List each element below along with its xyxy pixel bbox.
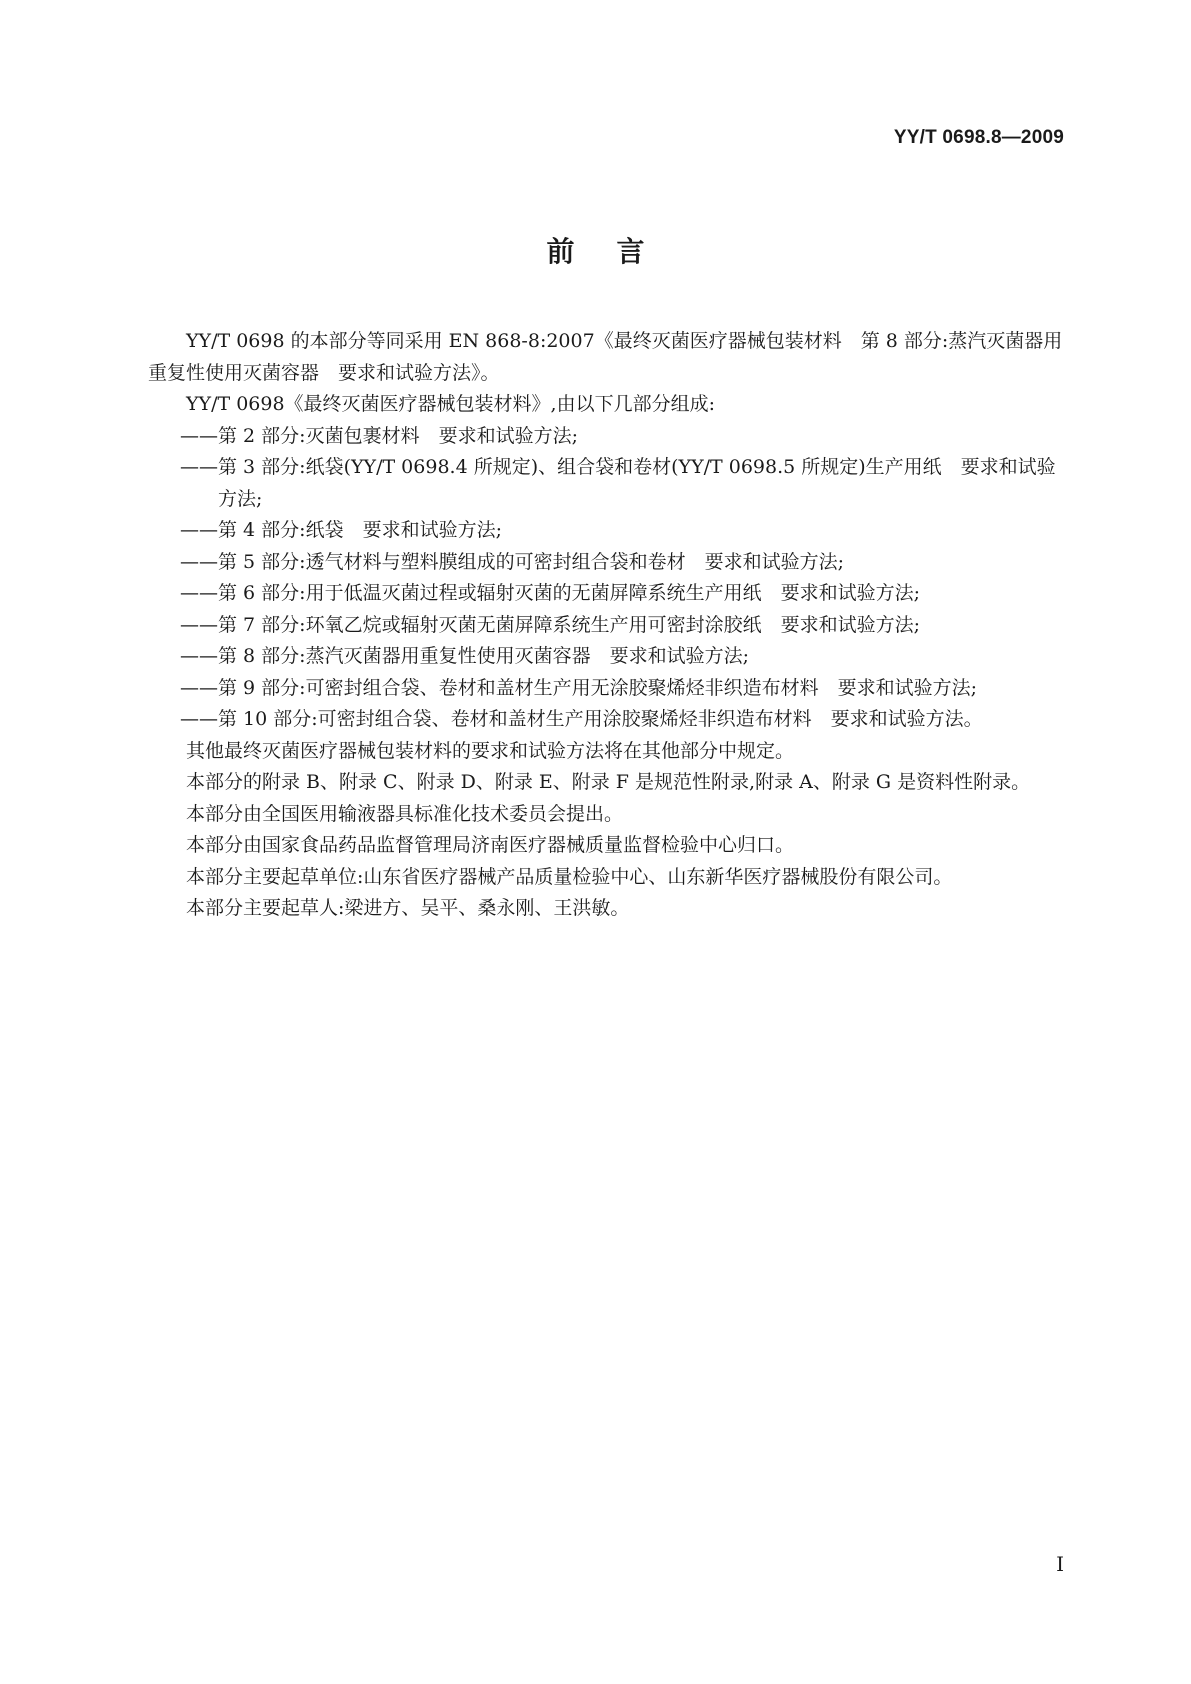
paragraph-adoption: YY/T 0698 的本部分等同采用 EN 868-8:2007《最终灭菌医疗器械包装材料 第 8 部分:蒸汽灭菌器用重复性使用灭菌容器 要求和试验方法》。 bbox=[148, 330, 1063, 384]
list-item: ——第 10 部分:可密封组合袋、卷材和盖材生产用涂胶聚烯烃非织造布材料 要求和试验方法。 bbox=[180, 708, 983, 730]
paragraph-proposed-by: 本部分由全国医用输液器具标准化技术委员会提出。 bbox=[186, 802, 624, 825]
list-item: ——第 5 部分:透气材料与塑料膜组成的可密封组合袋和卷材 要求和试验方法; bbox=[180, 550, 844, 573]
page-title: 前言 bbox=[546, 235, 687, 268]
list-item: ——第 7 部分:环氧乙烷或辐射灭菌无菌屏障系统生产用可密封涂胶纸 要求和试验方法; bbox=[180, 613, 920, 636]
paragraph-series-intro: YY/T 0698《最终灭菌医疗器械包装材料》,由以下几部分组成: bbox=[186, 393, 715, 415]
standard-number: YY/T 0698.8—2009 bbox=[893, 127, 1064, 148]
paragraph-drafting-units: 本部分主要起草单位:山东省医疗器械产品质量检验中心、山东新华医疗器械股份有限公司。 bbox=[186, 865, 953, 888]
paragraph-centralized-by: 本部分由国家食品药品监督管理局济南医疗器械质量监督检验中心归口。 bbox=[186, 834, 795, 856]
foreword-body bbox=[148, 326, 1063, 925]
list-item: ——第 6 部分:用于低温灭菌过程或辐射灭菌的无菌屏障系统生产用纸 要求和试验方法; bbox=[180, 582, 920, 604]
paragraph-other-parts: 其他最终灭菌医疗器械包装材料的要求和试验方法将在其他部分中规定。 bbox=[186, 739, 795, 762]
list-item: ——第 4 部分:纸袋 要求和试验方法; bbox=[180, 519, 502, 541]
paragraph-drafters: 本部分主要起草人:梁进方、吴平、桑永刚、王洪敏。 bbox=[186, 897, 630, 919]
paragraph-annexes: 本部分的附录 B、附录 C、附录 D、附录 E、附录 F 是规范性附录,附录 A、附录 G 是资料性附录。 bbox=[186, 771, 1031, 793]
parts-list bbox=[148, 421, 1063, 736]
list-item: ——第 9 部分:可密封组合袋、卷材和盖材生产用无涂胶聚烯烃非织造布材料 要求和试验方法; bbox=[180, 676, 977, 699]
list-item: ——第 8 部分:蒸汽灭菌器用重复性使用灭菌容器 要求和试验方法; bbox=[180, 645, 749, 667]
list-item: ——第 3 部分:纸袋(YY/T 0698.4 所规定)、组合袋和卷材(YY/T 0698.5 所规定)生产用纸 要求和试验方法; bbox=[180, 456, 1056, 510]
list-item: ——第 2 部分:灭菌包裹材料 要求和试验方法; bbox=[180, 424, 578, 447]
page-number: I bbox=[1056, 1552, 1064, 1576]
